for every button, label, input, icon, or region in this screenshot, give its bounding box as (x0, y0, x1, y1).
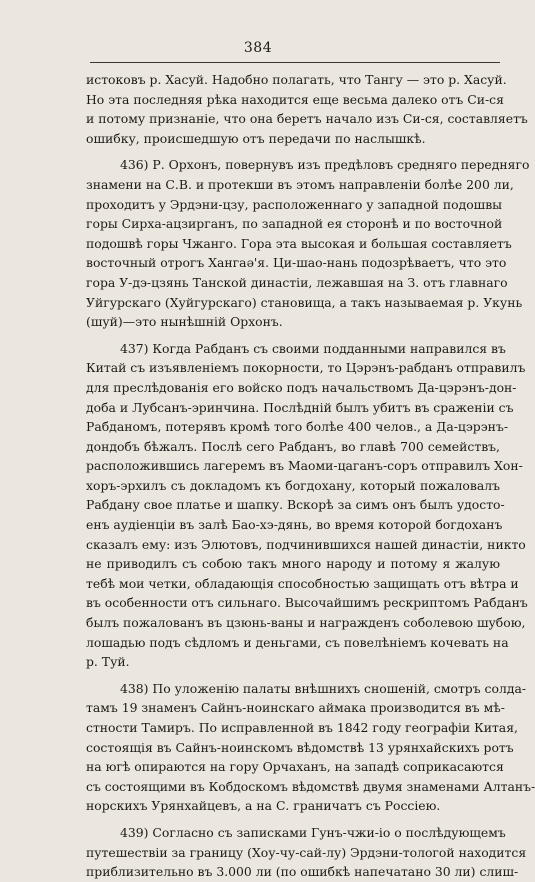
text-line: знамени на С.В. и протекши въ этомъ направленіи болѣе 200 ли, (86, 176, 514, 192)
header-rule (90, 62, 500, 63)
text-line: приблизительно въ 3.000 ли (по ошибкѣ напечатано 30 ли) слиш- (86, 864, 519, 880)
paragraph-gap (86, 332, 500, 339)
body-text (86, 70, 535, 882)
text-line: былъ пожалованъ въ цзюнь-ваны и награжденъ соболевою шубою, (86, 615, 526, 631)
note-439 (86, 823, 527, 882)
text-line: сказалъ ему: изъ Элютовъ, подчинившихся нашей династіи, никто (86, 536, 526, 552)
note-436 (86, 155, 530, 331)
paragraph-continuation (86, 70, 528, 148)
paragraph-gap (86, 148, 500, 155)
text-line: состоящія въ Сайнъ-ноинскомъ вѣдомствѣ 13 урянхайскихъ ротъ (86, 739, 514, 755)
text-line: проходитъ у Эрдэни-цзу, расположеннаго у западной подошвы (86, 196, 503, 212)
text-line: не приводилъ съ собою такъ много народу и потому я жалую (86, 556, 500, 572)
text-line: Рабдану свое платье и шапку. Вскорѣ за симъ онъ былъ удосто- (86, 497, 505, 513)
text-line: 439) Согласно съ записками Гунъ-чжи-іо о послѣдующемъ (120, 824, 506, 840)
text-line: Рабданомъ, потерявъ кромѣ того болѣе 400 челов., а Да-цэрэнъ- (86, 419, 509, 435)
note-437 (86, 339, 528, 672)
text-line: енъ аудіенціи въ залѣ Бао-хэ-дянь, во время которой богдоханъ (86, 517, 503, 533)
text-line: истоковъ р. Хасуй. Надобно полагать, что Тангу — это р. Хасуй. (86, 72, 507, 87)
text-line: для преслѣдованія его войско подъ начальствомъ Да-цэрэнъ-дон- (86, 379, 517, 395)
text-line: на югѣ опираются на гору Орчаханъ, на западѣ соприкасаются (86, 759, 504, 775)
text-line: дондобъ бѣжалъ. Послѣ сего Рабданъ, во главѣ 700 семействъ, (86, 438, 500, 454)
page-number: 384 (243, 40, 273, 56)
text-line: Китай съ изъявленіемъ покорности, то Цэрэнъ-рабданъ отправилъ (86, 360, 526, 376)
text-line: ошибку, происшедшую отъ передачи по наслышкѣ. (86, 130, 426, 146)
text-line: 438) По уложенію палаты внѣшнихъ сношеній, смотръ солда- (120, 680, 527, 696)
text-line: стности Тамиръ. По исправленной въ 1842 году географіи Китая, (86, 720, 518, 735)
text-line: и потому признаніе, что она беретъ начало изъ Си-ся, составляетъ (86, 111, 528, 127)
text-line: горы Сирха-ацзирганъ, по западной ея сторонѣ и по восточной (86, 216, 503, 232)
text-line: доба и Лубсанъ-эринчина. Послѣдній былъ убитъ въ сраженіи съ (86, 399, 514, 415)
text-line: въ особенности отъ сильнаго. Высочайшимъ рескриптомъ Рабданъ (86, 595, 528, 611)
text-line: р. Туй. (86, 654, 130, 670)
text-line: хоръ-эрхилъ съ докладомъ къ богдохану, который пожаловалъ (86, 477, 500, 493)
text-line: лошадью подъ сѣдломъ и деньгами, съ повелѣніемъ кочевать на (86, 634, 509, 650)
text-line: расположившись лагеремъ въ Маоми-цаганъ-соръ отправилъ Хон- (86, 458, 523, 474)
note-438 (86, 679, 535, 816)
text-line: путешествіи за границу (Хоу-чу-сай-лу) Эрдэни-тологой находится (86, 844, 527, 860)
text-line: съ состоящими въ Кобдоскомъ вѣдомствѣ двумя знаменами Алтанъ- (86, 778, 535, 794)
text-line: тебѣ мои четки, обладающія способностью защищать отъ вѣтра и (86, 575, 519, 591)
text-line: (шуй)—это нынѣшній Орхонъ. (86, 314, 283, 330)
text-line: Уйгурскаго (Хуйгурскаго) становища, а такъ называемая р. Укунь (86, 294, 523, 310)
text-line: подошвѣ горы Чжанго. Гора эта высокая и большая составляетъ (86, 235, 512, 251)
paragraph-gap (86, 672, 500, 679)
text-line: гора У-дэ-цзянь Танской династіи, лежавшая на З. отъ главнаго (86, 274, 508, 290)
text-line: Но эта последняя рѣка находится еще весьма далеко отъ Си-ся (86, 91, 504, 107)
text-line: норскихъ Урянхайцевъ, а на С. граничатъ съ Россіею. (86, 798, 441, 814)
text-line: 437) Когда Рабданъ съ своими подданными направился въ (120, 340, 506, 356)
text-line: восточный отрогъ Хангаǝ'я. Ци-шао-нань подозрѣваетъ, что это (86, 255, 507, 271)
paragraph-gap (86, 816, 500, 823)
text-line: тамъ 19 знаменъ Сайнъ-ноинскаго аймака производится въ мѣ- (86, 700, 505, 716)
text-line: 436) Р. Орхонъ, повернувъ изъ предѣловъ средняго передняго (120, 157, 530, 173)
